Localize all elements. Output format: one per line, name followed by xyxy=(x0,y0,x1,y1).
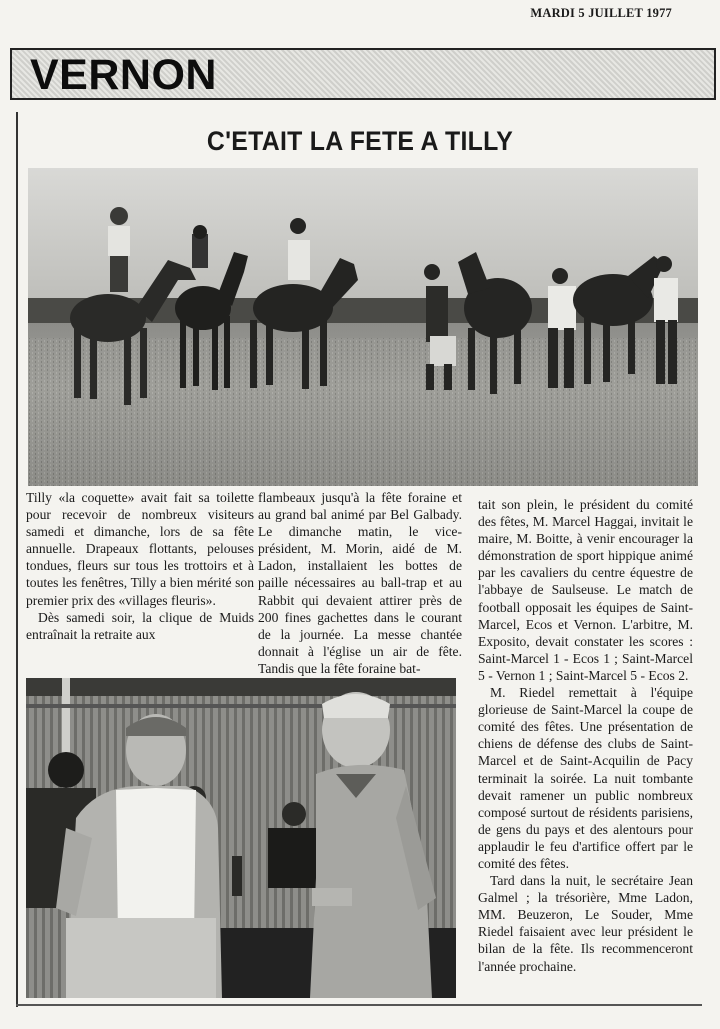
frame-rule-left xyxy=(16,112,18,1007)
article-headline: C'ETAIT LA FETE A TILLY xyxy=(206,126,514,156)
article-column-1 xyxy=(26,489,254,643)
section-title: VERNON xyxy=(30,51,217,99)
article-paragraph: Tilly «la coquette» avait fait sa toilette pour recevoir de nombreux visiteurs samedi et dimanche, lors de sa fête annuelle. Drapeaux flottants, pelouses tondues, fleurs sur tous les trottoirs et à toutes les fenêtres, Tilly a bien mérité son premier prix des «villages fleuris». xyxy=(26,490,254,608)
publication-date: MARDI 5 JUILLET 1977 xyxy=(530,6,672,20)
article-paragraph: M. Riedel remettait à l'équipe glorieuse de Saint-Marcel la coupe de comité des fêtes. Une présentation de chiens de défense des clubs de Saint-Marcel et de Saint-Acquilin de Pacy terminait la soirée. La nuit tombante devait ramener un public nombreux composé surtout de résidents parisiens, de gens du pays et des alentours pour applaudir le feu d'artifice offert par le comité des fêtes. xyxy=(478,685,693,871)
article-column-2 xyxy=(258,489,462,677)
photo-two-men xyxy=(26,678,456,998)
article-paragraph: flambeaux jusqu'à la fête foraine et au grand bal animé par Bel Galbady. Le dimanche matin, le vice-président, M. Morin, aidé de M. Ladon, installaient les bottes de paille nécessaires au ball-trap et au Rabbit qui devaient attirer près de 200 fines gachettes dans le courant de la journée. La messe chantée donnait à l'église un air de fête. Tandis que la fête foraine bat- xyxy=(258,490,462,676)
section-banner xyxy=(10,48,716,100)
photo-horses-riders xyxy=(28,168,698,486)
frame-rule-bottom xyxy=(16,1004,702,1006)
article-paragraph: Dès samedi soir, la clique de Muids entraînait la retraite aux xyxy=(26,609,254,642)
article-paragraph: Tard dans la nuit, le secrétaire Jean Galmel ; la trésorière, Mme Ladon, MM. Beuzeron, Le Souder, Mme Riedel faisaient avec leur président le bilan de la fête. Ils recommenceront l'année prochaine. xyxy=(478,873,693,974)
article-column-3 xyxy=(478,496,693,975)
article-paragraph: tait son plein, le président du comité des fêtes, M. Marcel Haggai, invitait le maire, M. Boitte, à venir encourager la démonstration de sport hippique animé par les cavaliers du centre équestre de l'abbaye de Saulseuse. Le match de football opposait les équipes de Saint-Marcel, Ecos et Vernon. L'arbitre, M. Exposito, devait constater les scores : Saint-Marcel 1 - Ecos 1 ; Saint-Marcel 5 - Vernon 1 ; Saint-Marcel 5 - Ecos 2. xyxy=(478,497,693,683)
